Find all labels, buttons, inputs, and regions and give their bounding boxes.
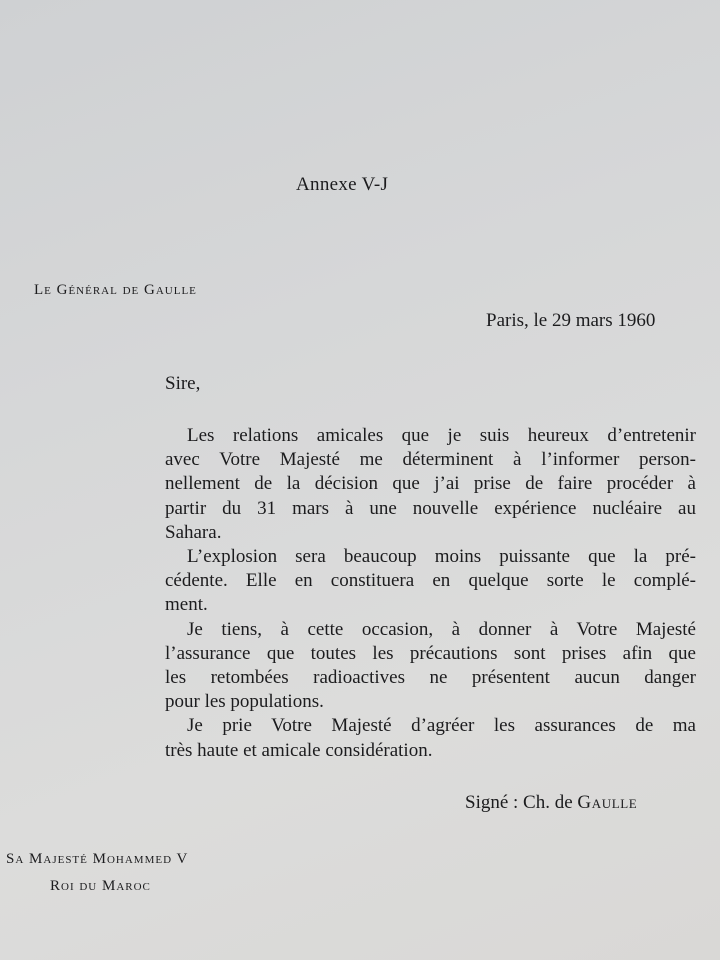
letter-body bbox=[165, 424, 696, 763]
body-line: Sahara. bbox=[165, 521, 222, 543]
body-line: Je prie Votre Majesté d’agréer les assurances de ma bbox=[187, 715, 696, 737]
body-line: cédente. Elle en constituera en quelque sorte le complé- bbox=[165, 570, 696, 592]
body-line: les retombées radioactives ne présentent aucun danger bbox=[165, 667, 696, 689]
body-line: avec Votre Majesté me déterminent à l’informer person- bbox=[165, 449, 696, 471]
body-line: Les relations amicales que je suis heureux d’entretenir bbox=[187, 425, 696, 446]
addressee-block bbox=[6, 846, 188, 900]
body-line: ment. bbox=[165, 594, 208, 616]
body-line: l’assurance que toutes les précautions sont prises afin que bbox=[165, 642, 696, 664]
signature-name: Gaulle bbox=[577, 792, 638, 813]
annex-heading: Annexe V-J bbox=[296, 174, 389, 195]
place-date: Paris, le 29 mars 1960 bbox=[486, 310, 656, 331]
body-line: très haute et amicale considération. bbox=[165, 739, 433, 761]
body-line: Je tiens, à cette occasion, à donner à Votre Majesté bbox=[187, 618, 696, 640]
salutation: Sire, bbox=[165, 373, 201, 394]
signature bbox=[465, 792, 637, 814]
body-line: nellement de la décision que j’ai prise de faire procéder à bbox=[165, 473, 696, 495]
addressee-line-2: Roi du Maroc bbox=[50, 878, 151, 894]
sender-line: Le Général de Gaulle bbox=[34, 282, 197, 298]
body-line: pour les populations. bbox=[165, 691, 324, 713]
body-line: partir du 31 mars à une nouvelle expérience nucléaire au bbox=[165, 497, 696, 519]
addressee-line-1: Sa Majesté Mohammed V bbox=[6, 851, 189, 867]
body-line: L’explosion sera beaucoup moins puissante que la pré- bbox=[187, 546, 696, 568]
signature-prefix: Signé : Ch. de bbox=[465, 792, 578, 813]
